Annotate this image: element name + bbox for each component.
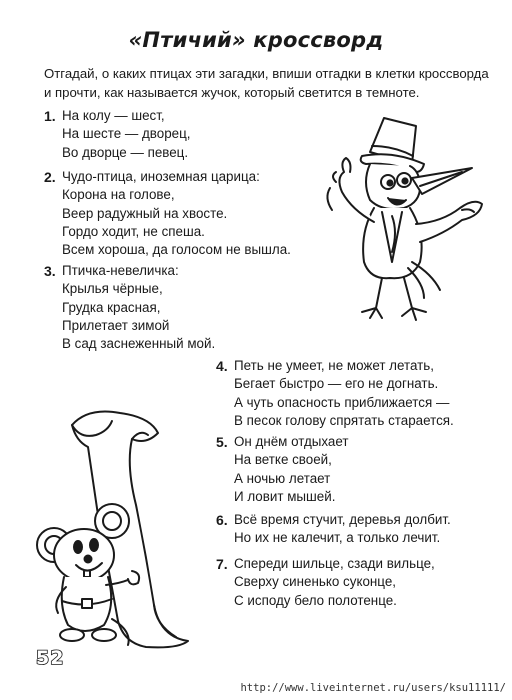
riddle-line: Но их не калечит, а только лечит.	[234, 530, 441, 546]
riddle-line: На ветке своей,	[234, 452, 332, 468]
riddle-number: 5.	[216, 434, 228, 450]
riddle-2	[44, 168, 291, 259]
riddle-line: Спереди шильце, сзади вильце,	[234, 556, 435, 571]
riddle-line: Бегает быстро — его не догнать.	[234, 376, 439, 392]
riddle-number: 4.	[216, 358, 228, 374]
riddle-number: 3.	[44, 263, 56, 279]
riddle-line: Всё время стучит, деревья долбит.	[234, 512, 451, 527]
riddle-line: Птичка-невеличка:	[62, 263, 179, 278]
riddle-number: 2.	[44, 169, 56, 185]
riddle-line: Сверху синенько суконце,	[234, 574, 396, 590]
mouse-illustration	[28, 405, 203, 653]
riddle-line: На шесте — дворец,	[62, 126, 191, 142]
riddle-6	[216, 511, 451, 548]
intro-text: Отгадай, о каких птицах эти загадки, впиши отгадки в клетки кроссворда и прочти, как называется жучок, который светится в темноте.	[44, 66, 489, 100]
riddle-number: 1.	[44, 108, 56, 124]
riddle-line: Корона на голове,	[62, 187, 175, 203]
watermark-url: http://www.liveinternet.ru/users/ksu11111/	[240, 682, 506, 694]
riddle-line: В песок голову спрятать старается.	[234, 412, 454, 428]
riddle-line: Он днём отдыхает	[234, 434, 349, 449]
riddle-line: С исподу бело полотенце.	[234, 592, 397, 608]
riddle-line: Всем хороша, да голосом не вышла.	[62, 242, 291, 258]
riddle-5	[216, 433, 349, 506]
riddle-line: А чуть опасность приближается —	[234, 394, 450, 410]
riddle-line: Прилетает зимой	[62, 317, 170, 333]
riddle-line: Петь не умеет, не может летать,	[234, 358, 434, 373]
riddle-line: Грудка красная,	[62, 299, 161, 315]
riddle-line: Во дворце — певец.	[62, 144, 189, 160]
riddle-line: На колу — шест,	[62, 108, 165, 123]
riddle-line: Чудо-птица, иноземная царица:	[62, 169, 260, 184]
riddle-line: И ловит мышей.	[234, 488, 336, 504]
riddle-line: Крылья чёрные,	[62, 281, 163, 297]
riddle-3	[44, 262, 216, 353]
riddle-line: В сад заснеженный мой.	[62, 336, 216, 352]
riddle-line: А ночью летает	[234, 470, 331, 486]
riddle-line: Веер радужный на хвосте.	[62, 205, 228, 221]
riddle-line: Гордо ходит, не спеша.	[62, 223, 205, 239]
riddle-number: 6.	[216, 512, 228, 528]
riddle-number: 7.	[216, 556, 228, 572]
page-number: 52	[36, 647, 65, 669]
riddle-4	[216, 357, 454, 430]
bird-illustration	[312, 112, 492, 327]
riddle-7	[216, 555, 435, 610]
page-title: «Птичий» кроссворд	[128, 28, 384, 52]
riddle-1	[44, 107, 191, 162]
